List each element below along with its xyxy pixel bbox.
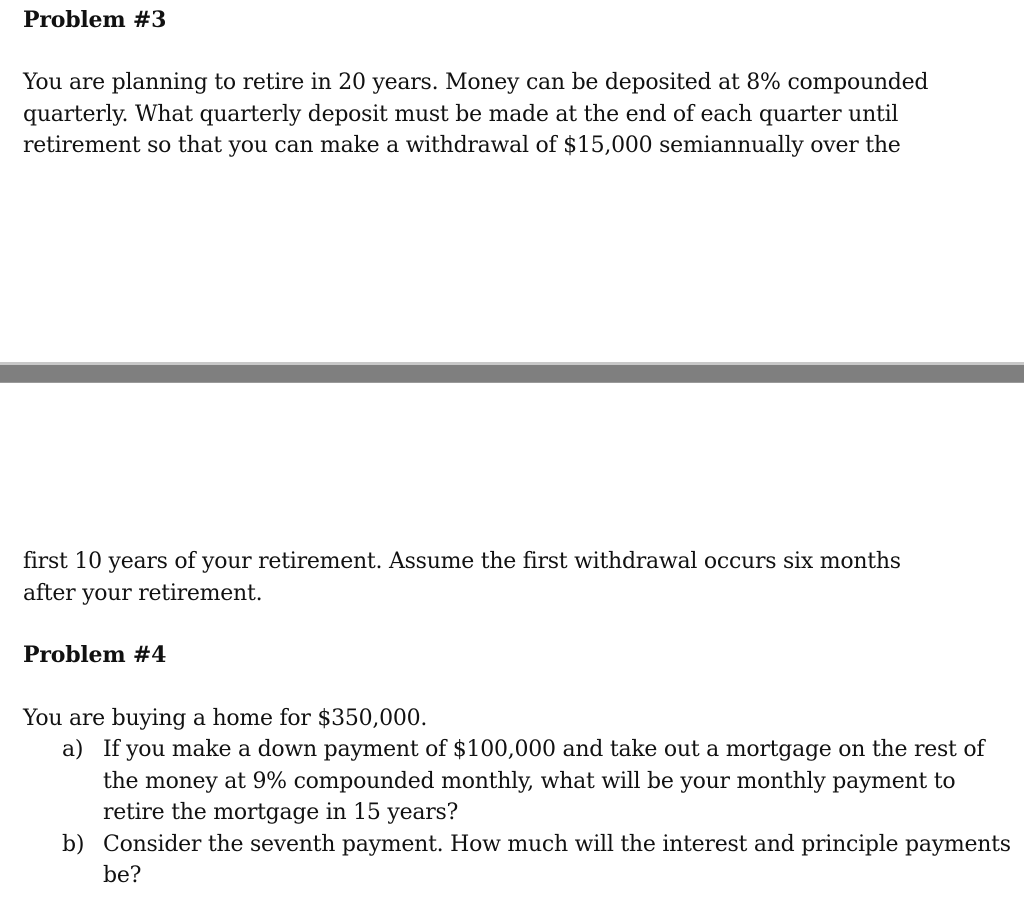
question-a-text: If you make a down payment of $100,000 and take out a mortgage on the rest of the money at 9% compounded monthly, what will be your monthly payment to retire the mortgage in 15 years? [103, 737, 985, 825]
problem-4-question-b [62, 829, 1012, 892]
problem-3-continued-paragraph [23, 546, 1003, 609]
problem-4-question-a [62, 734, 1012, 829]
document-page-top [0, 0, 1024, 362]
problem-3-line-1: You are planning to retire in 20 years. Money can be deposited at 8% compounded [23, 70, 929, 95]
page-break-divider [0, 362, 1024, 383]
problem-3-heading: Problem #3 [23, 7, 167, 33]
problem-3-line-2: quarterly. What quarterly deposit must be made at the end of each quarter until [23, 101, 899, 127]
document-page-bottom [0, 383, 1024, 904]
question-b-marker: b) [62, 831, 85, 857]
question-a-marker: a) [62, 737, 84, 762]
problem-4-intro: You are buying a home for $350,000. [23, 706, 428, 731]
problem-3-continued-line-1: first 10 years of your retirement. Assume the first withdrawal occurs six months [23, 549, 901, 574]
problem-3-continued-line-2: after your retirement. [23, 580, 263, 606]
problem-3-line-3: retirement so that you can make a withdrawal of $15,000 semiannually over the [23, 133, 901, 158]
question-b-text: Consider the seventh payment. How much will the interest and principle payments be? [103, 831, 1011, 888]
problem-3-paragraph [23, 67, 1003, 162]
problem-4-heading: Problem #4 [23, 642, 167, 668]
problem-4-question-list [62, 734, 1012, 892]
